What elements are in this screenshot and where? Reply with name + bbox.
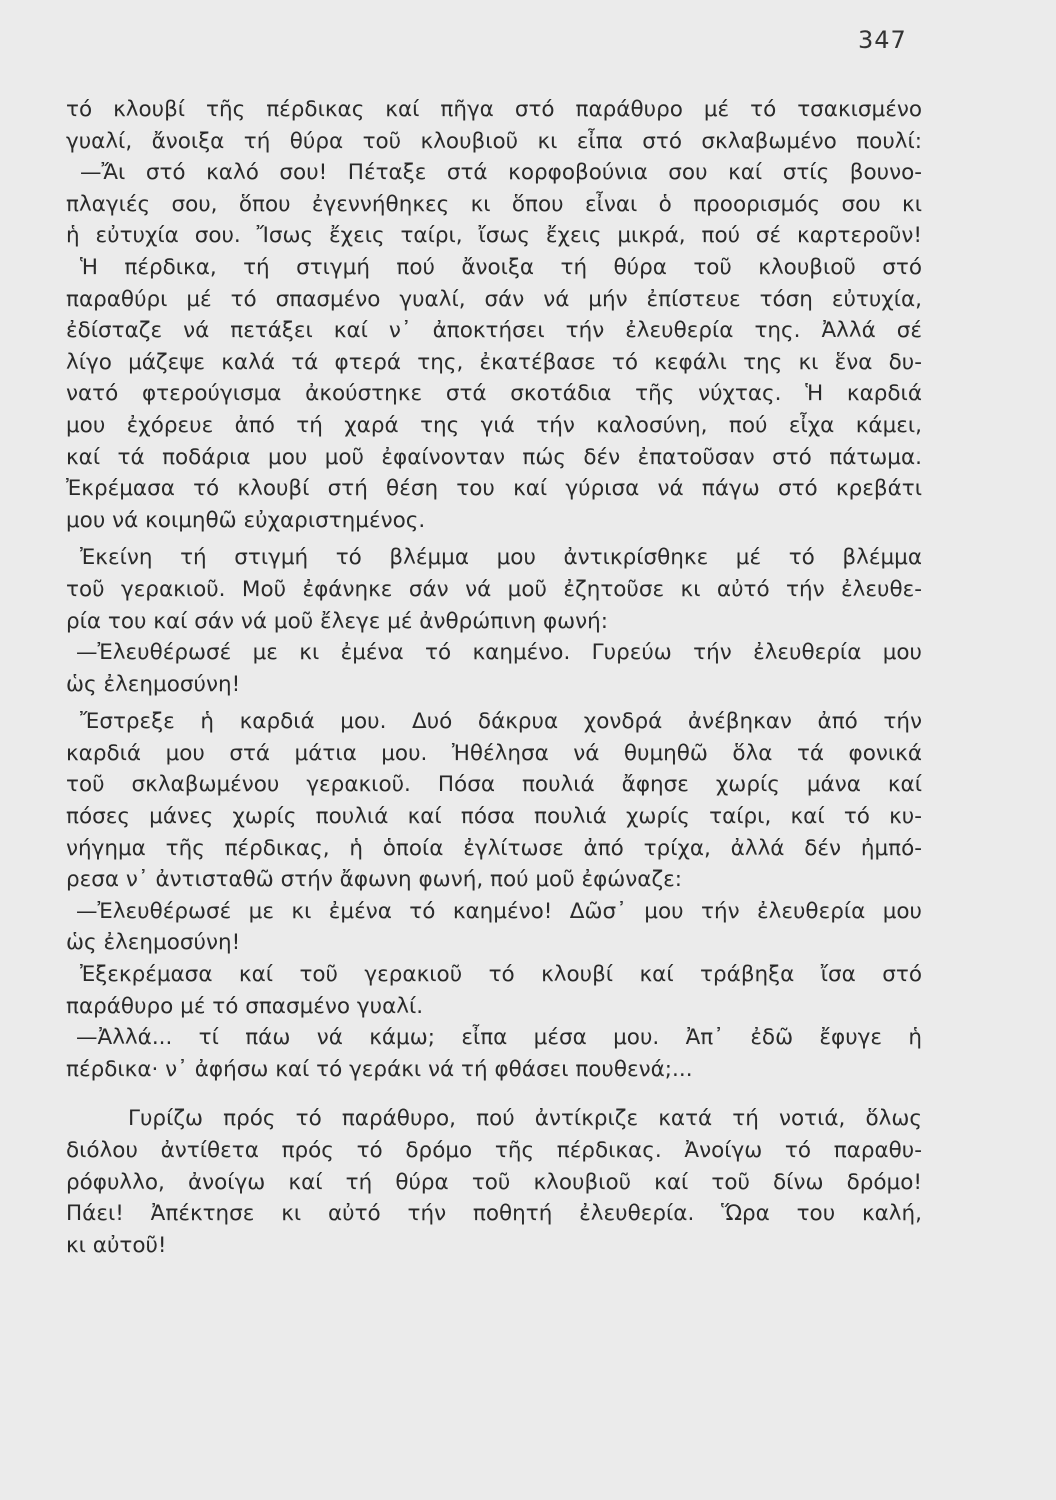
text-line: —Ἐλευθέρωσέ με κι ἐμένα τό καημένο! Δῶσ᾽ μου τήν ἐλευθερία μου	[76, 898, 922, 924]
text-line: —Ἀλλά... τί πάω νά κάμω; εἶπα μέσα μου. Ἀπ᾽ ἐδῶ ἔφυγε ἡ	[76, 1025, 922, 1051]
paragraph-gap	[66, 1085, 922, 1103]
text-line: μου νά κοιμηθῶ εὐχαριστημένος.	[66, 507, 426, 533]
text-line: καρδιά μου στά μάτια μου. Ἠθέλησα νά θυμηθῶ ὅλα τά φονικά	[66, 740, 922, 766]
text-line: πέρδικα· ν᾽ ἀφήσω καί τό γεράκι νά τή φθάσει πουθενά;...	[66, 1056, 693, 1082]
text-line: γυαλί, ἄνοιξα τή θύρα τοῦ κλουβιοῦ κι εἶπα στό σκλαβωμένο πουλί:	[66, 128, 922, 154]
text-line: Ἔστρεξε ἡ καρδιά μου. Δυό δάκρυα χονδρά ἀνέβηκαν ἀπό τήν	[80, 709, 922, 735]
text-line: Γυρίζω πρός τό παράθυρο, πού ἀντίκριζε κατά τή νοτιά, ὅλως	[128, 1106, 922, 1132]
text-line: τό κλουβί τῆς πέρδικας καί πῆγα στό παράθυρο μέ τό τσακισμένο	[66, 97, 922, 122]
text-line: πλαγιές σου, ὅπου ἐγεννήθηκες κι ὅπου εἶναι ὁ προορισμός σου κι	[66, 191, 922, 217]
text-line: μου ἐχόρευε ἀπό τή χαρά της γιά τήν καλοσύνη, πού εἶχα κάμει,	[66, 412, 922, 438]
text-line: Πάει! Ἀπέκτησε κι αὐτό τήν ποθητή ἐλευθερία. Ὥρα του καλή,	[66, 1201, 922, 1227]
text-line: ὡς ἐλεημοσύνη!	[66, 930, 241, 956]
text-line: λίγο μάζεψε καλά τά φτερά της, ἐκατέβασε τό κεφάλι της κι ἕνα δυ-	[66, 349, 922, 375]
text-line: ὡς ἐλεημοσύνη!	[66, 671, 241, 697]
text-line: τοῦ γερακιοῦ. Μοῦ ἐφάνηκε σάν νά μοῦ ἐζητοῦσε κι αὐτό τήν ἐλευθε-	[66, 576, 922, 602]
text-line: διόλου ἀντίθετα πρός τό δρόμο τῆς πέρδικας. Ἀνοίγω τό παραθυ-	[66, 1138, 922, 1163]
text-line: Ἐκρέμασα τό κλουβί στή θέση του καί γύρισα νά πάγω στό κρεβάτι	[66, 476, 922, 502]
text-line: —Ἐλευθέρωσέ με κι ἐμένα τό καημένο. Γυρεύω τήν ἐλευθερία μου	[76, 640, 922, 666]
text-line: κι αὐτοῦ!	[66, 1232, 167, 1258]
page-text	[66, 94, 922, 1261]
text-line: ρεσα ν᾽ ἀντισταθῶ στήν ἄφωνη φωνή, πού μοῦ ἐφώναζε:	[66, 867, 683, 893]
text-line: τοῦ σκλαβωμένου γερακιοῦ. Πόσα πουλιά ἄφησε χωρίς μάνα καί	[66, 772, 922, 798]
text-line: νατό φτερούγισμα ἀκούστηκε στά σκοτάδια τῆς νύχτας. Ἡ καρδιά	[66, 381, 922, 407]
text-line: ρόφυλλο, ἀνοίγω καί τή θύρα τοῦ κλουβιοῦ καί τοῦ δίνω δρόμο!	[66, 1169, 922, 1195]
page-number: 347	[858, 26, 907, 54]
text-line: —Ἄι στό καλό σου! Πέταξε στά κορφοβούνια σου καί στίς βουνο-	[80, 160, 922, 186]
text-line: παράθυρο μέ τό σπασμένο γυαλί.	[66, 993, 424, 1019]
text-line: παραθύρι μέ τό σπασμένο γυαλί, σάν νά μήν ἐπίστευε τόση εὐτυχία,	[66, 286, 922, 312]
text-line: Ἐκείνη τή στιγμή τό βλέμμα μου ἀντικρίσθηκε μέ τό βλέμμα	[80, 545, 922, 571]
text-line: ἡ εὐτυχία σου. Ἴσως ἔχεις ταίρι, ἴσως ἔχεις μικρά, πού σέ καρτεροῦν!	[66, 223, 922, 249]
text-line: νήγημα τῆς πέρδικας, ἡ ὁποία ἐγλίτωσε ἀπό τρίχα, ἀλλά δέν ἠμπό-	[66, 835, 922, 861]
text-line: πόσες μάνες χωρίς πουλιά καί πόσα πουλιά χωρίς ταίρι, καί τό κυ-	[66, 804, 922, 830]
text-line: καί τά ποδάρια μου μοῦ ἐφαίνονταν πώς δέν ἐπατοῦσαν στό πάτωμα.	[66, 444, 922, 470]
text-line: Ἐξεκρέμασα καί τοῦ γερακιοῦ τό κλουβί καί τράβηξα ἴσα στό	[80, 962, 922, 988]
text-line: ρία του καί σάν νά μοῦ ἔλεγε μέ ἀνθρώπινη φωνή:	[66, 608, 609, 634]
text-line: Ἡ πέρδικα, τή στιγμή πού ἄνοιξα τή θύρα τοῦ κλουβιοῦ στό	[80, 254, 922, 280]
text-line: ἐδίσταζε νά πετάξει καί ν᾽ ἀποκτήσει τήν ἐλευθερία της. Ἀλλά σέ	[66, 318, 922, 344]
